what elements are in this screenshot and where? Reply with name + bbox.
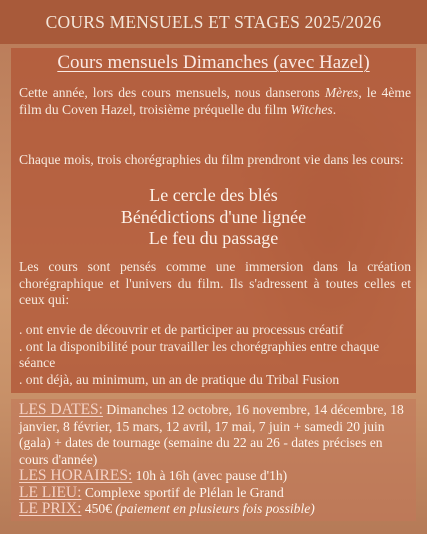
audience-item: . ont la disponibilité pour travailler les chorégraphies entre chaque séance xyxy=(19,338,380,370)
price-value: 450€ xyxy=(81,501,113,516)
price-note: (paiement en plusieurs fois possible) xyxy=(112,501,315,516)
dates-value: Dimanches 12 octobre, 16 novembre, 14 décembre, 18 janvier, 8 février, 15 mars, 12 avril, 17 mai, 7 juin + samedi 20 juin (gala) + dates de tournage (semaine du 22 au 26 - dates précises en cours d'année) xyxy=(19,402,404,467)
header-bar xyxy=(0,0,427,44)
intro-lead: Cette année, lors des cours mensuels, nous danserons xyxy=(19,85,325,100)
prequel-title: Witches xyxy=(290,101,333,117)
intro-paragraph xyxy=(19,85,411,118)
practical-info-panel xyxy=(11,399,416,521)
dates-row xyxy=(19,402,411,468)
film-title: Mères xyxy=(324,85,359,100)
immersion-paragraph: Les cours sont pensés comme une immersion dans la création chorégraphique et l'univers du film. Ils s'adressent à toutes celles et ceux qui: xyxy=(19,259,411,307)
intro-end: . xyxy=(332,101,337,117)
course-description-panel xyxy=(11,48,416,393)
intro-middle: , le 4ème film du Coven Hazel, troisième préquelle du film xyxy=(19,85,411,117)
audience-list xyxy=(19,322,411,388)
monthly-paragraph: Chaque mois, trois chorégraphies du film prendront vie dans les cours: xyxy=(19,152,404,167)
place-row xyxy=(19,485,411,502)
choreography-item: Bénédictions d'une lignée xyxy=(120,206,307,227)
choreography-list xyxy=(11,185,416,250)
practical-info xyxy=(19,402,411,518)
choreography-item: Le cercle des blés xyxy=(149,185,278,205)
price-label: LE PRIX: xyxy=(19,500,82,517)
hours-row xyxy=(19,468,411,485)
place-value: Complexe sportif de Plélan le Grand xyxy=(81,484,284,500)
audience-item: . ont déjà, au minimum, un an de pratique du Tribal Fusion xyxy=(19,371,340,387)
hours-value: 10h à 16h (avec pause d'1h) xyxy=(132,468,288,483)
place-label: LE LIEU: xyxy=(19,483,82,501)
dates-label: LES DATES: xyxy=(19,401,103,418)
choreography-item: Le feu du passage xyxy=(148,228,279,248)
audience-item: . ont envie de découvrir et de participer au processus créatif xyxy=(19,322,344,337)
hours-label: LES HORAIRES: xyxy=(19,467,133,484)
header-title: COURS MENSUELS ET STAGES 2025/2026 xyxy=(45,11,382,32)
section-subtitle: Cours mensuels Dimanches (avec Hazel) xyxy=(57,52,370,73)
price-row xyxy=(19,501,411,518)
